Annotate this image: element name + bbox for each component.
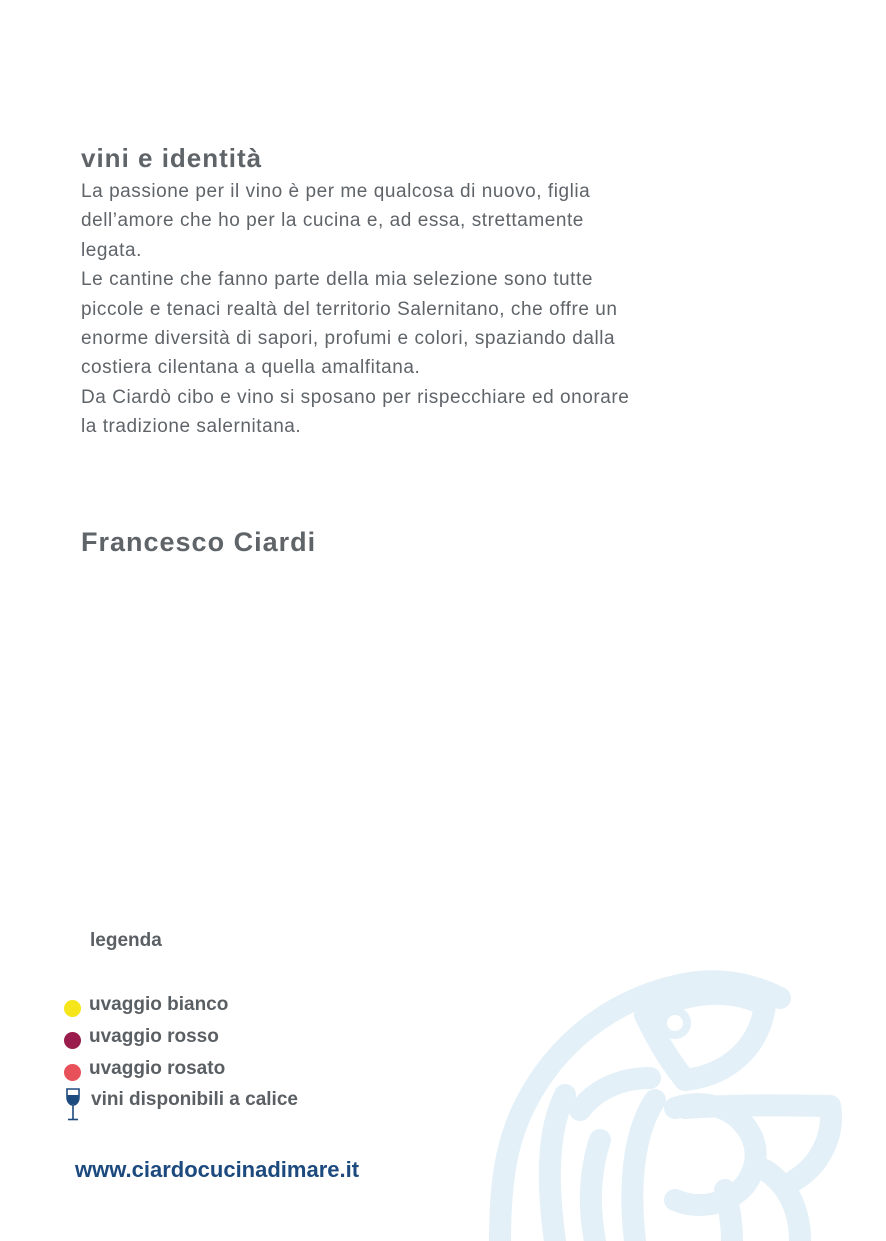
paragraph-2: Le cantine che fanno parte della mia selezione sono tutte piccole e tenaci realtà del territorio Salernitano, che offre un enorme diversità di sapori, profumi e colori, spaziando dalla costiera cilentana a quella amalfitana.	[81, 269, 618, 379]
pink-dot-icon	[64, 1064, 81, 1081]
paragraph-1: La passione per il vino è per me qualcosa di nuovo, figlia dell’amore che ho per la cucina e, ad essa, strettamente legata.	[81, 181, 591, 261]
legend-label-white: uvaggio bianco	[89, 994, 229, 1015]
legend-label-glass: vini disponibili a calice	[91, 1089, 298, 1110]
yellow-dot-icon	[64, 1000, 81, 1017]
legend-title: legenda	[90, 930, 162, 951]
wine-glass-icon	[65, 1088, 81, 1128]
fish-logo-watermark	[470, 960, 886, 1241]
page-title: vini e identità	[81, 143, 263, 173]
paragraph-3: Da Ciardò cibo e vino si sposano per rispecchiare ed onorare la tradizione salernitana.	[81, 386, 630, 438]
website-link[interactable]: www.ciardocucinadimare.it	[75, 1157, 360, 1182]
legend-label-red: uvaggio rosso	[89, 1026, 219, 1047]
burgundy-dot-icon	[64, 1032, 81, 1049]
intro-text	[81, 177, 641, 442]
signature: Francesco Ciardi	[81, 527, 317, 557]
legend-label-rose: uvaggio rosato	[89, 1058, 226, 1079]
